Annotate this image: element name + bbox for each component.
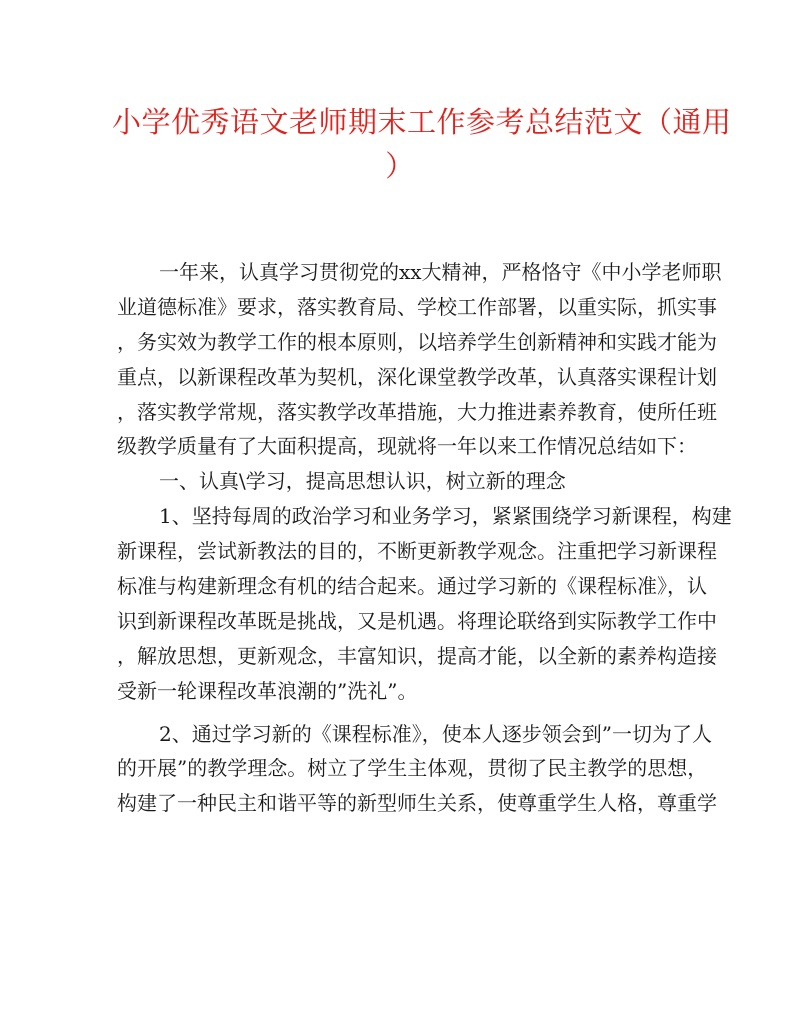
paragraph-item-2 [117,717,717,822]
paragraph-line: 1、坚持每周的政治学习和业务学习，紧紧围绕学习新课程，构建 [159,504,732,529]
paragraph-line: ，解放思想，更新观念，丰富知识，提高才能，以全新的素养构造接 [117,643,717,668]
paragraph-line: 重点，以新课程改革为契机，深化课堂教学改革，认真落实课程计划 [117,364,717,389]
paragraph-line: 业道德标准》要求，落实教育局、学校工作部署，以重实际，抓实事 [117,294,717,319]
paragraph-line: ，落实教学常规，落实教学改革措施，大力推进素养教育，使所任班 [117,399,717,424]
title-line: 小学优秀语文老师期末工作参考总结范文（通用 [112,105,732,139]
paragraph-line: 的开展”的教学理念。树立了学生主体观，贯彻了民主教学的思想， [117,756,708,781]
paragraph-line: 一年来，认真学习贯彻党的xx大精神，严格恪守《中小学老师职 [159,260,722,284]
paragraph-line: 级教学质量有了大面积提高，现就将一年以来工作情况总结如下： [117,434,697,459]
section-heading: 一、认真\学习，提高思想认识，树立新的理念 [159,469,566,494]
paragraph-item-1 [117,499,732,708]
paragraph-line: 识到新课程改革既是挑战，又是机遇。将理论联络到实际教学工作中 [117,608,717,633]
paragraph-line: ，务实效为教学工作的根本原则，以培养学生创新精神和实践才能为 [117,329,717,354]
paragraph-intro [117,255,722,464]
paragraph-line: 构建了一种民主和谐平等的新型师生关系，使尊重学生人格，尊重学 [117,791,717,816]
paragraph-line: 新课程，尝试新教法的目的，不断更新教学观念。注重把学习新课程 [117,539,717,564]
document-body [117,255,732,821]
document-title [112,100,732,188]
title-line: ） [385,149,415,183]
paragraph-line: 2、通过学习新的《课程标准》，使本人逐步领会到”一切为了人 [159,721,712,746]
paragraph-line: 受新一轮课程改革浪潮的”洗礼”。 [117,678,418,703]
paragraph-line: 标准与构建新理念有机的结合起来。通过学习新的《课程标准》，认 [117,574,707,599]
